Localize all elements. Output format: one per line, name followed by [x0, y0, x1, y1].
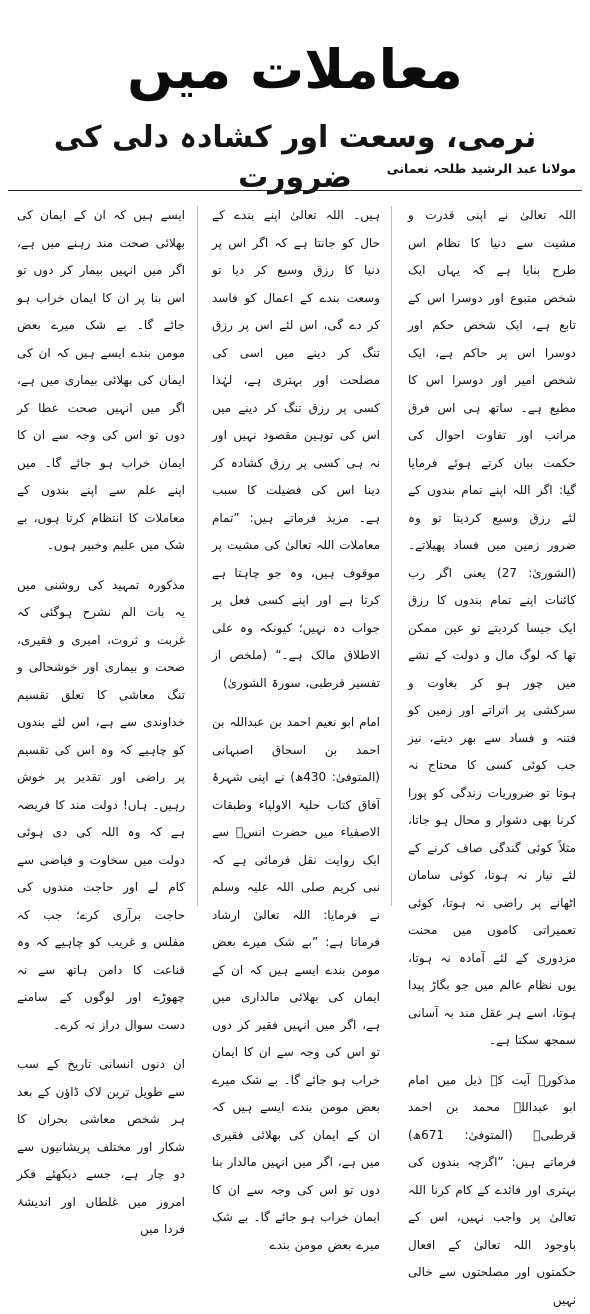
column-paragraph: امام ابو نعیم احمد بن عبداللہ بن احمد بن اسحاق اصبہانی (المتوفیٰ: 430ھ) نے اپنی شہرۂ آفاق کتاب حلیۃ الاولیاء وطبقات الاصفیاء میں حضرت انسؓ سے ایک روایت نقل فرمائی ہے کہ نبی کریم صلی اللہ علیہ وسلم نے فرمایا: اللہ تعالیٰ ارشاد فرماتا ہے: ”بے شک میرے بعض مومن بندے ایسے ہیں کہ ان کے ایمان کی بھلائی مالداری میں ہے، اگر میں انہیں فقیر کر دوں تو اس کی وجہ سے ان کا ایمان خراب ہو جائے گا۔ بے شک میرے بعض مومن بندے ایسے ہیں کہ ان کے ایمان کی بھلائی فقیری میں ہے، اگر میں انہیں مالدار بنا دوں تو اس کی وجہ سے ان کا ایمان خراب ہو جائے گا۔ بے شک میرے بعض مومن بندے	[212, 709, 380, 1259]
article-column-1	[408, 202, 576, 907]
column-paragraph: اللہ تعالیٰ نے اپنی قدرت و مشیت سے دنیا کا نظام اس طرح بنایا ہے کہ یہاں ایک شخص متبوع اور دوسرا اس کے تابع ہے، ایک شخص حکم اور دوسرا اس پر حاکم ہے، ایک شخص امیر اور دوسرا اس کا مطیع ہے۔ ساتھ ہی اس فرق مراتب اور تفاوت احوال کی حکمت بیان کرتے ہوئے فرمایا گیا: اگر اللہ اپنے تمام بندوں کے لئے رزق وسیع کردیتا تو وہ ضرور زمین میں فساد پھیلاتے۔ (الشوریٰ: 27) یعنی اگر رب کائنات اپنے تمام بندوں کا رزق ایک جیسا کردیتے تو عین ممکن تھا کہ لوگ مال و دولت کے نشے میں چور ہو کر بغاوت و سرکشی پر اتراتے اور زمین کو فتنہ و فساد سے بھر دیتے، نیز جب کوئی کسی کا محتاج نہ ہوتا تو ضروریات زندگی کو پورا کرنا بھی دشوار و محال ہو جاتا، مثلاً کوئی گندگی صاف کرنے کے لئے تیار نہ ہوتا، کوئی سامان اٹھانے پر راضی نہ ہوتا، کوئی تعمیراتی کاموں میں محنت مزدوری کے لئے آمادہ نہ ہوتا، یوں نظام عالم میں جو بگاڑ پیدا ہوتا، اسے ہر عقل مند بہ آسانی سمجھ سکتا ہے۔	[408, 202, 576, 1055]
column-divider	[197, 206, 198, 906]
column-paragraph: ہیں۔ اللہ تعالیٰ اپنے بندے کے حال کو جانتا ہے کہ اگر اس پر دنیا کا رزق وسیع کر دیا تو وسعت بندے کے اعمال کو فاسد کر دے گی، اس لئے اس پر رزق تنگ کر دینے میں اسی کی مصلحت اور بہتری ہے، لہٰذا کسی پر رزق تنگ کر دینے میں اس کی توہین مقصود نہیں اور نہ ہی کسی پر رزق کشادہ کر دینا اس کی فضیلت کا سبب ہے۔ مزید فرماتے ہیں: ”تمام معاملات اللہ تعالیٰ کی مشیت پر موقوف ہیں، وہ جو چاہتا ہے کرتا ہے اور اپنے کسی فعل پر جواب دہ نہیں؛ کیونکہ وہ علی الاطلاق مالک ہے۔“ (ملخص از تفسیر قرطبی، سورۃ الشوریٰ)	[212, 202, 380, 697]
author-byline: مولانا عبد الرشید طلحہ نعمانی	[387, 160, 576, 178]
column-paragraph: ان دنوں انسانی تاریخ کے سب سے طویل ترین لاک ڈاؤن کے بعد ہر شخص معاشی بحران کا شکار اور مختلف پریشانیوں سے دو چار ہے، جسے دیکھئے فکر امروز میں غلطاں اور اندیشۂ فردا میں	[17, 1051, 185, 1244]
header-divider	[8, 190, 582, 191]
column-paragraph: مذکورہ آیت کے ذیل میں امام ابو عبداللہ محمد بن احمد قرطبیؒ (المتوفیٰ: 671ھ) فرماتے ہیں: ”اگرچہ بندوں کی بہتری اور فائدے کے کام کرنا اللہ تعالیٰ پر واجب نہیں، اس کے باوجود اللہ تعالیٰ کے افعال حکمتوں اور مصلحتوں سے خالی نہیں	[408, 1067, 576, 1314]
article-column-2	[212, 202, 380, 907]
column-divider	[391, 206, 392, 906]
article-title: معاملات میں	[0, 38, 590, 102]
article-subtitle: نرمی، وسعت اور کشادہ دلی کی ضرورت	[0, 118, 590, 198]
column-paragraph: ایسے ہیں کہ ان کے ایمان کی بھلائی صحت مند رہنے میں ہے، اگر میں انہیں بیمار کر دوں تو اس بنا پر ان کا ایمان خراب ہو جائے گا۔ بے شک میرے بعض مومن بندے ایسے ہیں کہ ان کی ایمان کی بھلائی بیماری میں ہے، اگر میں انہیں صحت عطا کر دوں تو اس کی وجہ سے ان کا ایمان خراب ہو جائے گا۔ میں اپنے علم سے اپنے بندوں کے معاملات کا انتظام کرتا ہوں، بے شک میں علیم وخبیر ہوں۔	[17, 202, 185, 560]
article-column-3	[17, 202, 185, 907]
column-paragraph: مذکورہ تمہید کی روشنی میں یہ بات الم نشرح ہوگئی کہ غربت و ثروت، امیری و فقیری، صحت و بیماری اور خوشحالی و تنگ معاشی کا تعلق تقسیم خداوندی سے ہے، اس لئے بندوں کو چاہیے کہ وہ اس کی تقسیم پر راضی اور تقدیر پر خوش رہیں۔ ہاں! دولت مند کا فریضہ ہے کہ وہ اللہ کی دی ہوئی دولت میں سخاوت و فیاضی سے کام لے اور حاجت مندوں کی حاجت برآری کرے؛ جب کہ مفلس و غریب کو چاہیے کہ وہ قناعت کا دامن ہاتھ سے نہ چھوڑے اور لوگوں کے سامنے دست سوال دراز نہ کرے۔	[17, 572, 185, 1040]
